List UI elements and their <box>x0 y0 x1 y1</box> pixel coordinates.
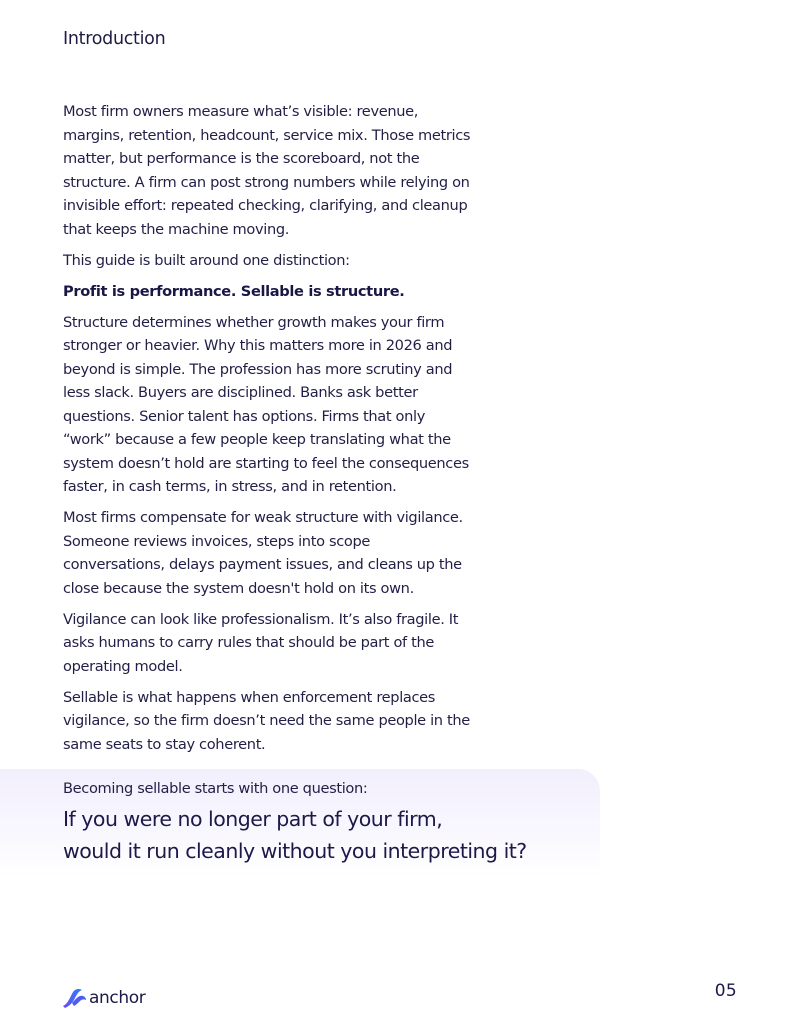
key-statement: Profit is performance. Sellable is structure. <box>63 282 405 300</box>
callout-question <box>63 803 533 867</box>
paragraph-fragile: Vigilance can look like professionalism. It’s also fragile. It asks humans to carry rules that should be part of the operating model. <box>63 610 459 675</box>
paragraph-vigilance: Most firms compensate for weak structure with vigilance. Someone reviews invoices, steps into scope conversations, delays payment issues, and cleans up the close because the system doesn't hold on its own. <box>63 509 463 597</box>
paragraph-distinction: This guide is built around one distinction: <box>63 251 350 269</box>
callout-lead: Becoming sellable starts with one question: <box>63 780 368 797</box>
callout-question-line-2: would it run cleanly without you interpreting it? <box>63 839 527 863</box>
callout-question-line-1: If you were no longer part of your firm, <box>63 807 443 831</box>
paragraph-structure: Structure determines whether growth makes your firm stronger or heavier. Why this matters more in 2026 and beyond is simple. The profession has more scrutiny and less slack. Buyers are disciplined. Banks ask better questions. Senior talent has options. Firms that only “work” because a few people keep translating what the system doesn’t hold are starting to feel the consequences faster, in cash terms, in stress, and in retention. <box>63 313 469 495</box>
anchor-logo-icon <box>62 987 88 1009</box>
paragraph-sellable: Sellable is what happens when enforcement replaces vigilance, so the firm doesn’t need the same people in the same seats to stay coherent. <box>63 688 470 753</box>
paragraph-intro: Most firm owners measure what’s visible: revenue, margins, retention, headcount, service mix. Those metrics matter, but performance is the scoreboard, not the structure. A firm can post strong numbers while relying on invisible effort: repeated checking, clarifying, and cleanup that keeps the machine moving. <box>63 103 471 238</box>
logo-wordmark: anchor <box>89 988 146 1008</box>
body-content <box>63 100 473 764</box>
page-number: 05 <box>714 981 737 1001</box>
anchor-logo <box>62 985 145 1011</box>
section-title: Introduction <box>63 29 166 49</box>
